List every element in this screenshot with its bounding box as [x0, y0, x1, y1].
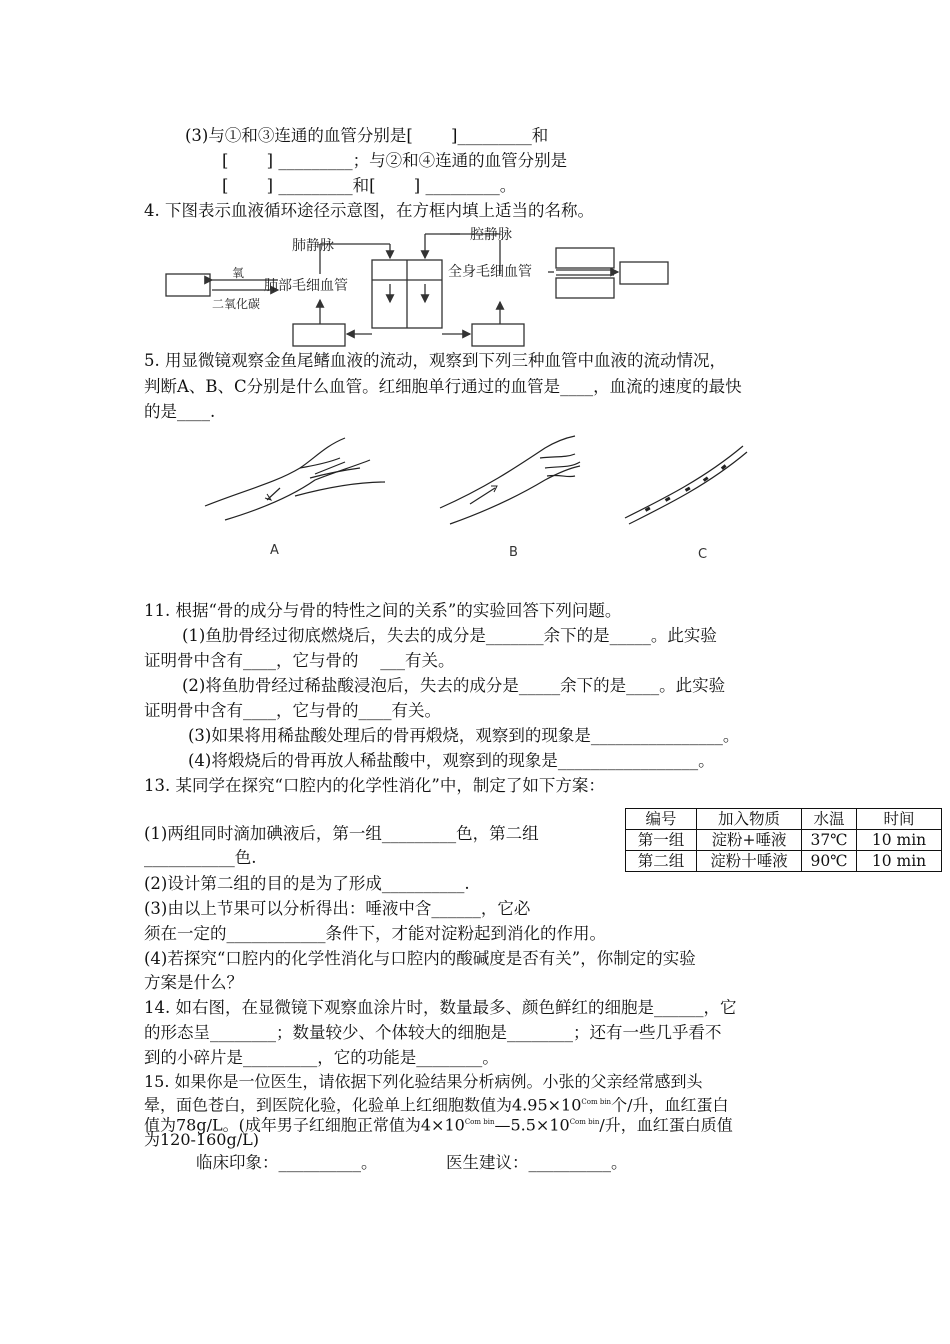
cell: 10 min [857, 830, 942, 851]
label-b: B [509, 545, 518, 560]
clinical-impression: 临床印象：__________。 [196, 1153, 378, 1172]
th-temp: 水温 [802, 809, 857, 830]
q14-line-2: 的形态呈________；数量较少、个体较大的细胞是________；还有一些几乎看不 [144, 1023, 722, 1042]
th-id: 编号 [626, 809, 697, 830]
label-pulmonary-vein: 肺静脉 [292, 238, 334, 254]
q11-line-5: 证明骨中含有____，它与骨的____有关。 [144, 701, 441, 720]
table-header-row [626, 809, 942, 830]
answer-box-far-right[interactable] [620, 262, 668, 284]
q11-line-3: 证明骨中含有____，它与骨的 ___有关。 [144, 651, 455, 670]
q3-line-2: [ ] _________；与②和④连通的血管分别是 [222, 151, 568, 170]
q13-line-3: ___________色. [144, 848, 257, 867]
q11-line-1: 11. 根据“骨的成分与骨的特性之间的关系”的实验回答下列问题。 [144, 601, 622, 620]
experiment-table [625, 808, 942, 872]
q15-line-4: 为120-160g/L) [144, 1130, 259, 1149]
q15-line-1: 15. 如果你是一位医生，请依据下列化验结果分析病例。小张的父亲经常感到头 [144, 1072, 703, 1091]
vessel-c [625, 446, 743, 518]
label-pulmonary-capillaries: 肺部毛细血管 [264, 278, 348, 294]
cell: 第二组 [626, 851, 697, 872]
table-row [626, 851, 942, 872]
q11-line-7: (4)将煅烧后的骨再放人稀盐酸中，观察到的现象是_________________。 [188, 751, 715, 770]
q13-line-8: 方案是什么？ [144, 973, 243, 992]
answer-box-right-bottom[interactable] [556, 278, 614, 298]
q15-line-3: 值为78g/L。(成年男子红细胞正常值为$4\times 10^{Com bin}—5.5\times 10^{Com bin}/$升，血红蛋白质值 [144, 1115, 733, 1135]
circulation-diagram [160, 222, 680, 350]
q13-line-5: (3)由以上节果可以分析得出：唾液中含______，它必 [144, 899, 531, 918]
q15-line-2: 晕，面色苍白，到医院化验，化验单上红细胞数值为$4.95\times 10^{Com bin}$个/升，血红蛋白 [144, 1095, 729, 1115]
label-co2: 二氧化碳 [212, 297, 261, 311]
answer-box-right-top[interactable] [556, 248, 614, 268]
answer-box-bottom-left[interactable] [293, 324, 345, 346]
q5-line-3: 的是____. [144, 402, 216, 421]
q13-line-2: (1)两组同时滴加碘液后，第一组_________色，第二组 [144, 824, 539, 843]
label-a: A [270, 543, 279, 558]
q3-line-1: (3)与①和③连通的血管分别是[ ]_________和 [185, 126, 549, 145]
q14-line-3: 到的小碎片是_________，它的功能是________。 [144, 1048, 499, 1067]
q13-line-1: 13. 某同学在探究“口腔内的化学性消化”中，制定了如下方案： [144, 776, 605, 795]
q4-question: 4. 下图表示血液循环途径示意图，在方框内填上适当的名称。 [144, 201, 594, 220]
label-c: C [698, 547, 708, 562]
cell: 淀粉+唾液 [697, 830, 802, 851]
q13-line-7: (4)若探究“口腔内的化学性消化与口腔内的酸碱度是否有关”，你制定的实验 [144, 949, 696, 968]
cell: 90℃ [802, 851, 857, 872]
exp-mark: Com bin [569, 1118, 600, 1126]
q13-line-6: 须在一定的____________条件下，才能对淀粉起到消化的作用。 [144, 924, 606, 943]
cell: 10 min [857, 851, 942, 872]
exp-mark: Com bin [581, 1098, 612, 1106]
q11-line-6: (3)如果将用稀盐酸处理后的骨再煅烧，观察到的现象是________________。 [188, 726, 740, 745]
answer-box-left[interactable] [166, 274, 210, 296]
th-time: 时间 [857, 809, 942, 830]
q5-line-2: 判断A、B、C分别是什么血管。红细胞单行通过的血管是____，血流的速度的最快 [144, 377, 742, 396]
th-substance: 加入物质 [697, 809, 802, 830]
label-vena-cava: 腔静脉 [470, 227, 512, 243]
vessel-a [205, 438, 345, 506]
q5-line-1: 5. 用显微镜观察金鱼尾鳍血液的流动，观察到下列三种血管中血液的流动情况， [144, 351, 726, 370]
cell: 37℃ [802, 830, 857, 851]
q11-line-4: (2)将鱼肋骨经过稀盐酸浸泡后，失去的成分是_____余下的是____。此实验 [182, 676, 726, 695]
label-oxygen: 氧 [232, 266, 245, 280]
table-row [626, 830, 942, 851]
exp-mark: Com bin [464, 1118, 495, 1126]
q13-line-4: (2)设计第二组的目的是为了形成__________. [144, 874, 470, 893]
cell: 第一组 [626, 830, 697, 851]
vessel-b [440, 436, 575, 508]
blood-vessel-figure [195, 428, 765, 568]
q11-line-2: (1)鱼肋骨经过彻底燃烧后，失去的成分是_______余下的是_____。此实验 [182, 626, 717, 645]
label-systemic-capillaries: 全身毛细血管 [448, 264, 532, 280]
q3-line-3: [ ] _________和[ ] _________。 [222, 176, 517, 195]
q14-line-1: 14. 如右图，在显微镜下观察血涂片时，数量最多、颜色鲜红的细胞是______，它 [144, 998, 737, 1017]
answer-box-bottom-right[interactable] [472, 324, 524, 346]
cell: 淀粉十唾液 [697, 851, 802, 872]
doctor-advice: 医生建议：__________。 [446, 1153, 628, 1172]
